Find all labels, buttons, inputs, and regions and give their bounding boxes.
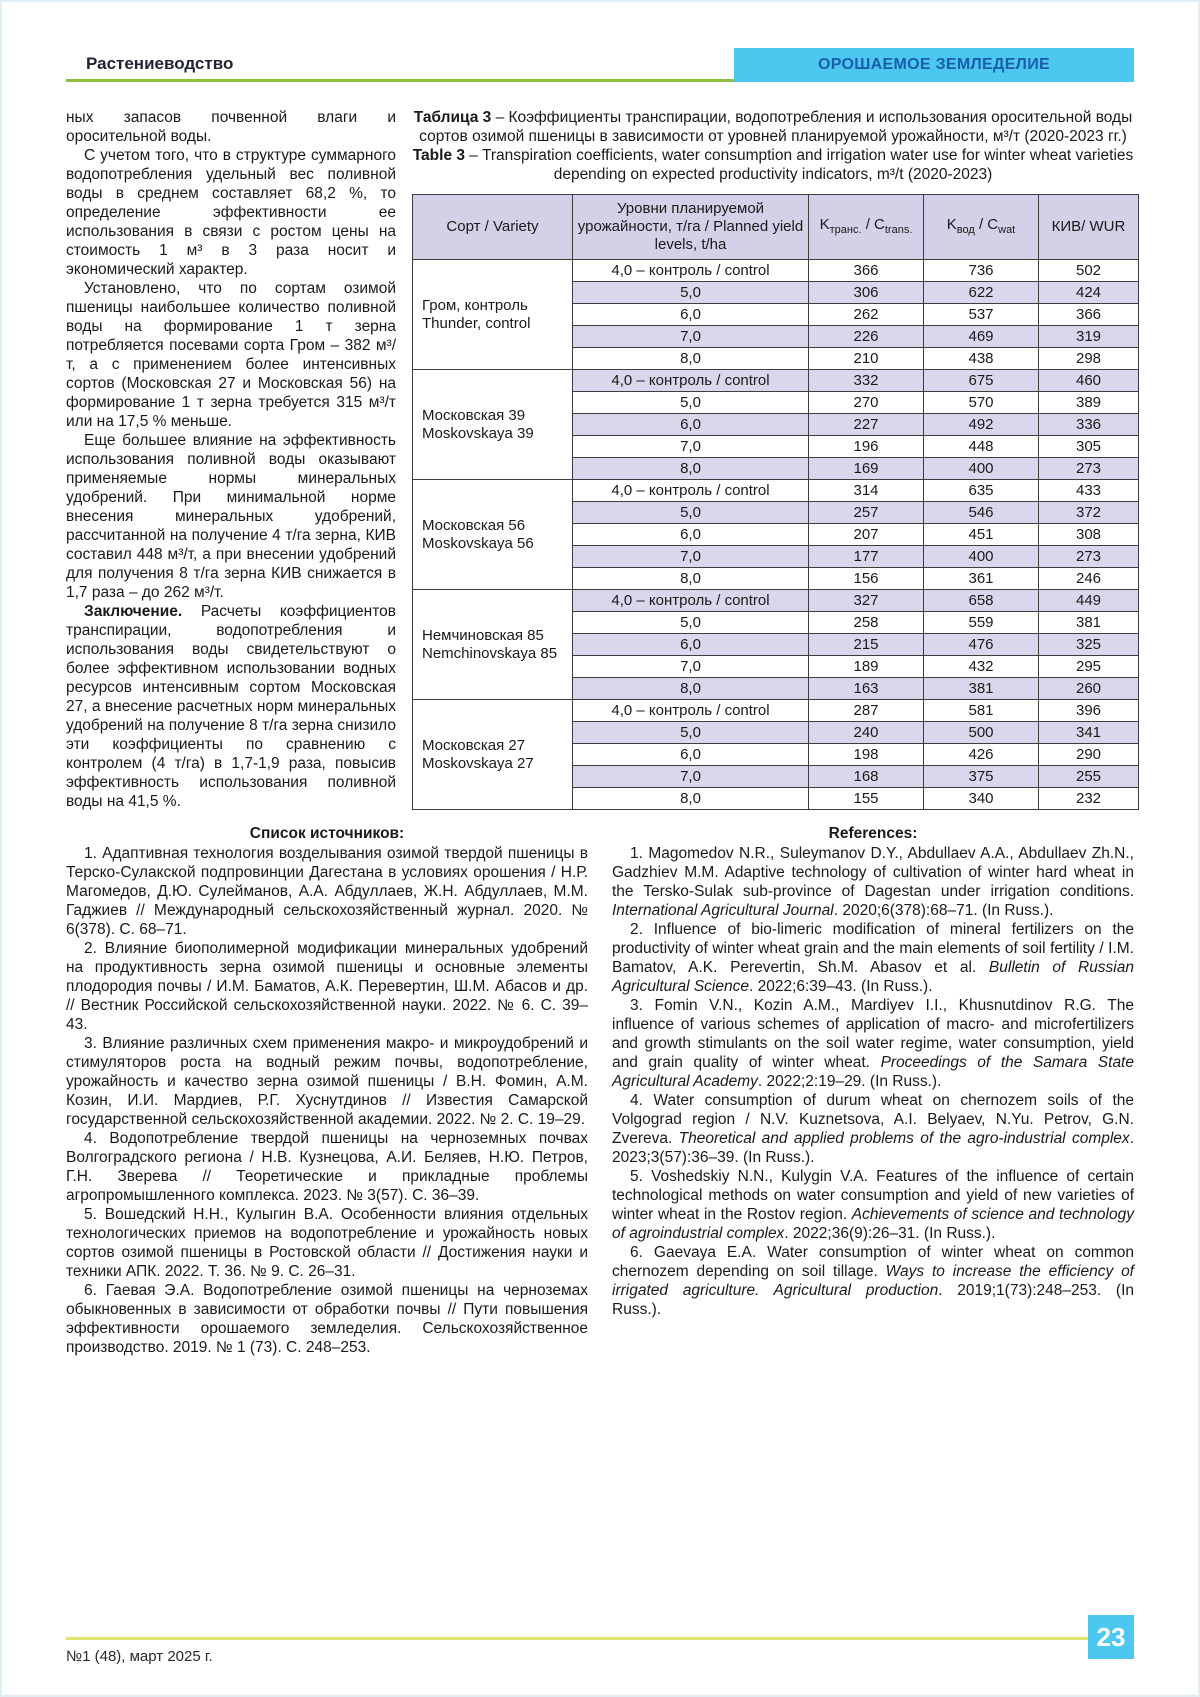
table-header-yield-levels: Уровни планируемой урожайности, т/га / Planned yield levels, t/ha <box>573 195 809 260</box>
kiv-value-cell: 325 <box>1039 634 1139 656</box>
table-header-variety: Сорт / Variety <box>413 195 573 260</box>
reference-item: 3. Влияние различных схем применения макро- и микроудобрений и стимуляторов роста на водный режим почвы, водопотребление, урожайность и качество зерна озимой пшеницы / В.Н. Фомин, А.М. Козин, И.И. Мардиев, Р.Г. Хуснутдинов // Известия Самарской государственной сельскохозяйственной академии. 2022. № 2. С. 19–29. <box>66 1035 588 1128</box>
reference-item: 5. Voshedskiy N.N., Kulygin V.A. Features of the influence of certain technological methods on water consumption and yield of new varieties of winter wheat in the Rostov region. Achievements of science and technology of agroindustrial complex. 2022;36(9):26–31. (In Russ.). <box>612 1168 1134 1242</box>
yield-level-cell: 5,0 <box>573 502 809 524</box>
section-banner <box>734 48 1134 82</box>
table-caption-ru: Таблица 3 – Коэффициенты транспирации, водопотребления и использования оросительной воды сортов озимой пшеницы в зависимости от уровней планируемой урожайности, м³/т (2020-2023 гг.) <box>413 109 1133 145</box>
ktrans-value-cell: 240 <box>809 722 924 744</box>
kiv-value-cell: 396 <box>1039 700 1139 722</box>
article-paragraph: С учетом того, что в структуре суммарного водопотребления удельный вес поливной воды в среднем составляет 68,2 %, то определение эффективности ее использования в связи с ростом цены на стоимость 1 м³ в 3 раза носит и экономический характер. <box>66 147 396 278</box>
table-header-ktrans: $K_{транс.} / C_{trans.}$ <box>809 195 924 260</box>
yield-level-cell: 5,0 <box>573 612 809 634</box>
kvod-value-cell: 622 <box>924 282 1039 304</box>
yield-level-cell: 4,0 – контроль / control <box>573 260 809 282</box>
kvod-value-cell: 361 <box>924 568 1039 590</box>
yield-level-cell: 4,0 – контроль / control <box>573 480 809 502</box>
references-ru-column <box>66 824 588 1357</box>
kvod-value-cell: 438 <box>924 348 1039 370</box>
kvod-value-cell: 381 <box>924 678 1039 700</box>
kvod-value-cell: 451 <box>924 524 1039 546</box>
table-row <box>413 370 1139 392</box>
table-header-kvod: $K_{вод} / C_{wat}$ <box>924 195 1039 260</box>
kvod-value-cell: 559 <box>924 612 1039 634</box>
yield-level-cell: 8,0 <box>573 568 809 590</box>
ktrans-value-cell: 226 <box>809 326 924 348</box>
kvod-value-cell: 736 <box>924 260 1039 282</box>
article-paragraph: Заключение. Расчеты коэффициентов транспирации, водопотребления и использования воды свидетельствуют о более эффективном использовании водных ресурсов интенсивным сортом Московская 27, а внесение расчетных норм минеральных удобрений на получение 8 т/га зерна снизило эти коэффициенты по сравнению с контролем (4 т/га) в 1,7-1,9 раза, повысив эффективность использования поливной воды на 41,5 %. <box>66 603 396 810</box>
yield-level-cell: 7,0 <box>573 766 809 788</box>
yield-level-cell: 4,0 – контроль / control <box>573 590 809 612</box>
yield-level-cell: 5,0 <box>573 392 809 414</box>
kvod-value-cell: 675 <box>924 370 1039 392</box>
yield-level-cell: 8,0 <box>573 458 809 480</box>
kiv-value-cell: 433 <box>1039 480 1139 502</box>
page-number: 23 <box>1088 1615 1134 1659</box>
yield-level-cell: 6,0 <box>573 304 809 326</box>
article-paragraph: Еще большее влияние на эффективность использования поливной воды оказывают применяемые нормы минеральных удобрений. При минимальной норме внесения минеральных удобрений, рассчитанной на получение 4 т/га зерна, КИВ составил 448 м³/т, а при внесении удобрений для получения 8 т/га зерна КИВ снижается в 1,7 раза – до 262 м³/т. <box>66 432 396 601</box>
rubric-band <box>66 48 734 82</box>
ktrans-value-cell: 262 <box>809 304 924 326</box>
ktrans-value-cell: 306 <box>809 282 924 304</box>
table-body <box>413 260 1139 810</box>
ktrans-value-cell: 227 <box>809 414 924 436</box>
ktrans-value-cell: 198 <box>809 744 924 766</box>
yield-level-cell: 7,0 <box>573 436 809 458</box>
yield-level-cell: 8,0 <box>573 788 809 810</box>
ktrans-value-cell: 155 <box>809 788 924 810</box>
table-row <box>413 590 1139 612</box>
footer-rule <box>66 1637 1134 1640</box>
yield-level-cell: 6,0 <box>573 634 809 656</box>
kiv-value-cell: 260 <box>1039 678 1139 700</box>
reference-item: 2. Influence of bio-limeric modification of mineral fertilizers on the productivity of winter wheat grain and the main elements of soil fertility / I.M. Bamatov, A.K. Perevertin, Sh.M. Abasov et al. Bulletin of Russian Agricultural Science. 2022;6:39–43. (In Russ.). <box>612 921 1134 995</box>
kiv-value-cell: 381 <box>1039 612 1139 634</box>
kiv-value-cell: 308 <box>1039 524 1139 546</box>
table-caption-en: Table 3 – Transpiration coefficients, water consumption and irrigation water use for winter wheat varieties depending on expected productivity indicators, m³/t (2020-2023) <box>412 147 1134 183</box>
references-ru-list <box>66 844 588 1357</box>
ktrans-value-cell: 169 <box>809 458 924 480</box>
variety-cell: Московская 27 Moskovskaya 27 <box>413 700 573 810</box>
kiv-value-cell: 246 <box>1039 568 1139 590</box>
kiv-value-cell: 319 <box>1039 326 1139 348</box>
ktrans-value-cell: 156 <box>809 568 924 590</box>
kiv-value-cell: 372 <box>1039 502 1139 524</box>
kiv-value-cell: 273 <box>1039 546 1139 568</box>
variety-cell: Московская 56 Moskovskaya 56 <box>413 480 573 590</box>
article-text-column <box>66 108 396 811</box>
ktrans-value-cell: 287 <box>809 700 924 722</box>
kvod-value-cell: 476 <box>924 634 1039 656</box>
references-en-title: References: <box>828 825 918 842</box>
reference-item: 1. Адаптивная технология возделывания озимой твердой пшеницы в Терско-Сулакской подпровинции Дагестана в условиях орошения / Н.Р. Магомедов, Д.Ю. Сулейманов, А.А. Абдуллаев, Ж.Н. Абдуллаев, М.М. Гаджиев // Международный сельскохозяйственный журнал. 2020. № 6(378). С. 68–71. <box>66 845 588 938</box>
references-ru-title: Список источников: <box>249 825 405 842</box>
references-en-list <box>612 844 1134 1319</box>
ktrans-value-cell: 258 <box>809 612 924 634</box>
kvod-value-cell: 432 <box>924 656 1039 678</box>
table-header-kiv: КИВ/ WUR <box>1039 195 1139 260</box>
kiv-value-cell: 502 <box>1039 260 1139 282</box>
kvod-value-cell: 658 <box>924 590 1039 612</box>
yield-level-cell: 8,0 <box>573 678 809 700</box>
kvod-value-cell: 581 <box>924 700 1039 722</box>
reference-item: 1. Magomedov N.R., Suleymanov D.Y., Abdullaev A.A., Abdullaev Zh.N., Gadzhiev M.M. Adaptive technology of cultivation of winter hard wheat in the Tersko-Sulak sub-province of Dagestan under irrigation conditions. International Agricultural Journal. 2020;6(378):68–71. (In Russ.). <box>612 845 1134 919</box>
kvod-value-cell: 537 <box>924 304 1039 326</box>
yield-level-cell: 6,0 <box>573 524 809 546</box>
table-row <box>413 480 1139 502</box>
reference-item: 4. Water consumption of durum wheat on chernozem soils of the Volgograd region / N.V. Kuznetsova, A.I. Belyaev, N.Yu. Petrov, G.N. Zvereva. Theoretical and applied problems of the agro-industrial complex. 2023;3(57):36–39. (In Russ.). <box>612 1092 1134 1166</box>
kvod-value-cell: 426 <box>924 744 1039 766</box>
page-header <box>66 48 1134 82</box>
page-footer <box>66 1621 1134 1665</box>
kvod-value-cell: 448 <box>924 436 1039 458</box>
table-header-row <box>413 195 1139 260</box>
kvod-value-cell: 469 <box>924 326 1039 348</box>
kvod-value-cell: 570 <box>924 392 1039 414</box>
yield-level-cell: 8,0 <box>573 348 809 370</box>
table-row <box>413 260 1139 282</box>
kiv-value-cell: 389 <box>1039 392 1139 414</box>
yield-level-cell: 5,0 <box>573 282 809 304</box>
table-column <box>412 108 1134 811</box>
ktrans-value-cell: 210 <box>809 348 924 370</box>
reference-item: 5. Вошедский Н.Н., Кулыгин В.А. Особенности влияния отдельных технологических приемов на водопотребление и урожайность новых сортов озимой пшеницы в Ростовской области // Достижения науки и техники АПК. 2022. Т. 36. № 9. С. 26–31. <box>66 1206 588 1280</box>
article-top-area <box>66 108 1134 811</box>
yield-level-cell: 5,0 <box>573 722 809 744</box>
ktrans-value-cell: 215 <box>809 634 924 656</box>
yield-level-cell: 7,0 <box>573 326 809 348</box>
kiv-value-cell: 232 <box>1039 788 1139 810</box>
ktrans-value-cell: 168 <box>809 766 924 788</box>
ktrans-value-cell: 163 <box>809 678 924 700</box>
article-paragraph: Установлено, что по сортам озимой пшеницы наибольшее количество поливной воды на формирование 1 т зерна потребляется посевами сорта Гром – 382 м³/т, а с применением более интенсивных сортов (Московская 27 и Московская 56) на формирование 1 т зерна требуется 315 м³/т или на 17,5 % меньше. <box>66 280 396 430</box>
ktrans-value-cell: 366 <box>809 260 924 282</box>
reference-item: 2. Влияние биополимерной модификации минеральных удобрений на продуктивность зерна озимой пшеницы и основные элементы плодородия почвы / И.М. Баматов, А.К. Перевертин, Ш.М. Абасов и др. // Вестник Российской сельскохозяйственной науки. 2022. № 6. С. 39–43. <box>66 940 588 1033</box>
ktrans-value-cell: 327 <box>809 590 924 612</box>
kiv-value-cell: 449 <box>1039 590 1139 612</box>
kiv-value-cell: 273 <box>1039 458 1139 480</box>
ktrans-value-cell: 189 <box>809 656 924 678</box>
kiv-value-cell: 460 <box>1039 370 1139 392</box>
kvod-value-cell: 635 <box>924 480 1039 502</box>
kvod-value-cell: 546 <box>924 502 1039 524</box>
kvod-value-cell: 400 <box>924 546 1039 568</box>
kvod-value-cell: 375 <box>924 766 1039 788</box>
kiv-value-cell: 366 <box>1039 304 1139 326</box>
issue-label: №1 (48), март 2025 г. <box>66 1648 213 1665</box>
kiv-value-cell: 295 <box>1039 656 1139 678</box>
page-content <box>66 108 1134 1357</box>
table-row <box>413 700 1139 722</box>
kiv-value-cell: 305 <box>1039 436 1139 458</box>
reference-item: 6. Гаевая Э.А. Водопотребление озимой пшеницы на черноземах обыкновенных в зависимости от обработки почвы // Пути повышения эффективности орошаемого земледелия. Сельскохозяйственное производство. 2019. № 1 (73). С. 248–253. <box>66 1282 588 1356</box>
variety-cell: Немчиновская 85 Nemchinovskaya 85 <box>413 590 573 700</box>
variety-cell: Московская 39 Moskovskaya 39 <box>413 370 573 480</box>
ktrans-value-cell: 314 <box>809 480 924 502</box>
ktrans-value-cell: 270 <box>809 392 924 414</box>
yield-level-cell: 4,0 – контроль / control <box>573 370 809 392</box>
kvod-value-cell: 340 <box>924 788 1039 810</box>
kiv-value-cell: 424 <box>1039 282 1139 304</box>
ktrans-value-cell: 177 <box>809 546 924 568</box>
kvod-value-cell: 400 <box>924 458 1039 480</box>
ktrans-value-cell: 257 <box>809 502 924 524</box>
kiv-value-cell: 336 <box>1039 414 1139 436</box>
yield-level-cell: 4,0 – контроль / control <box>573 700 809 722</box>
kiv-value-cell: 341 <box>1039 722 1139 744</box>
references-section <box>66 824 1134 1357</box>
rubric-label: Растениеводство <box>86 53 234 73</box>
article-paragraph: ных запасов почвенной влаги и оросительной воды. <box>66 109 396 145</box>
ktrans-value-cell: 207 <box>809 524 924 546</box>
table-caption <box>412 108 1134 184</box>
kiv-value-cell: 255 <box>1039 766 1139 788</box>
ktrans-value-cell: 196 <box>809 436 924 458</box>
kvod-value-cell: 500 <box>924 722 1039 744</box>
reference-item: 6. Gaevaya E.A. Water consumption of winter wheat on common chernozem depending on soil tillage. Ways to increase the efficiency of irrigated agriculture. Agricultural production. 2019;1(73):248–253. (In Russ.). <box>612 1244 1135 1318</box>
kiv-value-cell: 290 <box>1039 744 1139 766</box>
references-en-column <box>612 824 1134 1357</box>
yield-level-cell: 7,0 <box>573 546 809 568</box>
kvod-value-cell: 492 <box>924 414 1039 436</box>
yield-level-cell: 6,0 <box>573 744 809 766</box>
reference-item: 3. Fomin V.N., Kozin A.M., Mardiyev I.I., Khusnutdinov R.G. The influence of various schemes of application of macro- and microfertilizers and growth stimulants on the soil water regime, water consumption, yield and grain quality of winter wheat. Proceedings of the Samara State Agricultural Academy. 2022;2:19–29. (In Russ.). <box>612 997 1134 1090</box>
variety-cell: Гром, контроль Thunder, control <box>413 260 573 370</box>
section-banner-label: ОРОШАЕМОЕ ЗЕМЛЕДЕЛИЕ <box>818 56 1050 73</box>
yield-level-cell: 6,0 <box>573 414 809 436</box>
reference-item: 4. Водопотребление твердой пшеницы на черноземных почвах Волгоградского региона / Н.В. Кузнецова, А.И. Беляев, Н.Ю. Петров, Г.Н. Зверева // Теоретические и прикладные проблемы агропромышленного комплекса. 2023. № 3(57). С. 36–39. <box>66 1130 588 1204</box>
kiv-value-cell: 298 <box>1039 348 1139 370</box>
coefficients-table <box>412 194 1139 810</box>
yield-level-cell: 7,0 <box>573 656 809 678</box>
ktrans-value-cell: 332 <box>809 370 924 392</box>
